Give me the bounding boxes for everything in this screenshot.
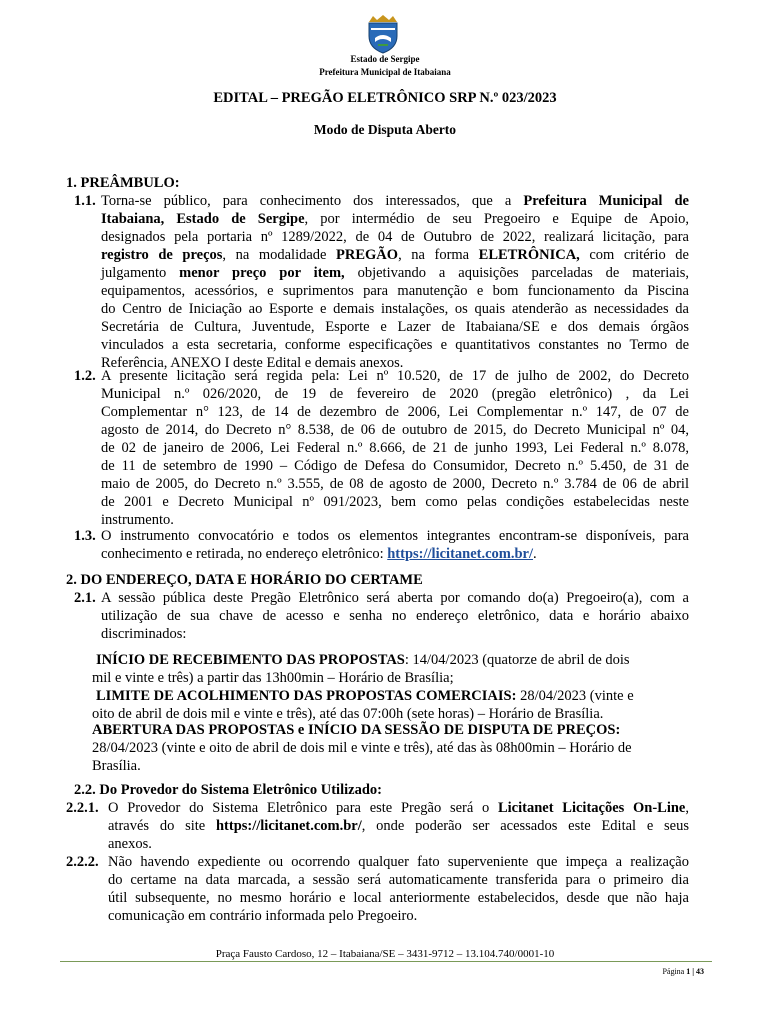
clause-2-1-line: discriminados: <box>101 626 187 642</box>
clause-2-2-1-line: através do site https://licitanet.com.br/, onde poderão ser acessados este Edital e seus <box>108 818 689 834</box>
clause-1-2-line: maio de 2005, do Decreto n.º 3.555, de 08 de agosto de 2000, Decreto n.º 3.784 de 06 de abril <box>101 476 689 492</box>
clause-1-2-line: de 02 de janeiro de 2006, Lei Federal n.º 8.666, de 21 de junho 1993, Lei Federal n.º 8.078, <box>101 440 689 456</box>
clause-number: 2.2.2. <box>66 854 99 870</box>
header-state: Estado de Sergipe <box>350 54 420 64</box>
limite-line-1: LIMITE DE ACOLHIMENTO DAS PROPOSTAS COMERCIAIS: 28/04/2023 (vinte e <box>96 688 634 704</box>
clause-2-2-1-line: anexos. <box>108 836 152 852</box>
clause-1-1-line: Torna-se público, para conhecimento dos interessados, que a Prefeitura Municipal de <box>101 193 689 209</box>
clause-2-1-line: A sessão pública deste Pregão Eletrônico será aberta por comando do(a) Pregoeiro(a), com a <box>101 590 689 606</box>
clause-number: 1.1. <box>74 193 96 209</box>
clause-2-2-2-line: do certame na data marcada, a sessão será automaticamente transferida para o primeiro dia <box>108 872 689 888</box>
page-number: Página 1 | 43 <box>662 967 704 976</box>
clause-1-2-line: Municipal n.º 026/2020, de 19 de fevereiro de 2020 (pregão eletrônico) , da Lei <box>101 386 689 402</box>
clause-2-2-2-line: comunicação em contrário informada pelo Pregoeiro. <box>108 908 418 924</box>
abertura-line-1: 28/04/2023 (vinte e oito de abril de dois mil e vinte e três), até das às 08h00min – Horário de <box>92 740 632 756</box>
clause-1-2-line: A presente licitação será regida pela: Lei nº 10.520, de 17 de julho de 2002, do Decreto <box>101 368 689 384</box>
clause-1-1-line: do Centro de Iniciação ao Esporte e demais instalações, os quais atenderão as necessidades da <box>101 301 689 317</box>
clause-1-3-line: O instrumento convocatório e todos os elementos integrantes encontram-se disponíveis, para <box>101 528 689 544</box>
clause-number: 1.2. <box>74 368 96 384</box>
clause-1-3-line: conhecimento e retirada, no endereço eletrônico: https://licitanet.com.br/. <box>101 546 537 562</box>
clause-1-1-line: Itabaiana, Estado de Sergipe, por intermédio de seu Pregoeiro e Equipe de Apoio, <box>101 211 689 227</box>
clause-1-2-line: agosto de 2014, do Decreto n° 8.538, de 06 de outubro de 2015, do Decreto Municipal nº 04, <box>101 422 689 438</box>
page-title: EDITAL – PREGÃO ELETRÔNICO SRP N.º 023/2023 <box>213 90 557 106</box>
subsection-2-2-heading: 2.2. Do Provedor do Sistema Eletrônico Utilizado: <box>74 782 382 798</box>
section-2-heading: 2. DO ENDEREÇO, DATA E HORÁRIO DO CERTAME <box>66 572 423 588</box>
abertura-line-2: Brasília. <box>92 758 141 774</box>
section-1-heading: 1. PREÂMBULO: <box>66 175 180 191</box>
limite-line-2: oito de abril de dois mil e vinte e três), até das 07:00h (sete horas) – Horário de Brasília. <box>92 706 604 722</box>
clause-number: 2.2.1. <box>66 800 99 816</box>
clause-1-1-line: vinculados a esta secretaria, conforme especificações e quantitativos constantes no Termo de <box>101 337 689 353</box>
clause-2-2-2-line: útil subsequente, no mesmo horário e local anteriormente estabelecidos, desde que não haja <box>108 890 689 906</box>
clause-2-2-1-line: O Provedor do Sistema Eletrônico para este Pregão será o Licitanet Licitações On-Line, <box>108 800 689 816</box>
clause-2-1-line: utilização de sua chave de acesso e senha no endereço eletrônico, data e horário abaixo <box>101 608 689 624</box>
header-prefeitura: Prefeitura Municipal de Itabaiana <box>319 67 451 77</box>
inicio-line-1: INÍCIO DE RECEBIMENTO DAS PROPOSTAS: 14/04/2023 (quatorze de abril de dois <box>96 652 630 668</box>
footer-address: Praça Fausto Cardoso, 12 – Itabaiana/SE – 3431-9712 – 13.104.740/0001-10 <box>215 948 555 960</box>
clause-1-1-line: julgamento menor preço por item, objetivando a aquisições parceladas de materiais, <box>101 265 689 281</box>
clause-number: 2.1. <box>74 590 96 606</box>
clause-number: 1.3. <box>74 528 96 544</box>
footer-divider <box>60 961 712 962</box>
clause-1-1-line: Secretária de Cultura, Juventude, Esporte e Lazer de Itabaiana/SE e dos demais órgãos <box>101 319 689 335</box>
page-subtitle: Modo de Disputa Aberto <box>313 122 457 137</box>
clause-1-2-line: Complementar n° 123, de 14 de dezembro de 2006, Lei Complementar n.º 147, de 07 de <box>101 404 689 420</box>
clause-1-1-line: equipamentos, acessórios, e suprimentos para manutenção e bom funcionamento da Piscina <box>101 283 689 299</box>
clause-1-2-line: instrumento. <box>101 512 174 528</box>
licitanet-link[interactable]: https://licitanet.com.br/ <box>387 546 534 562</box>
clause-1-1-line: designados pela portaria nº 1289/2022, de 04 de Outubro de 2022, realizará licitação, para <box>101 229 689 245</box>
clause-1-1-line: Referência, ANEXO I deste Edital e demais anexos. <box>101 355 404 371</box>
municipal-coat-of-arms-icon <box>365 14 401 54</box>
inicio-line-2: mil e vinte e três) a partir das 13h00min – Horário de Brasília; <box>92 670 454 686</box>
clause-1-2-line: de 11 de setembro de 1990 – Código de Defesa do Consumidor, Decreto n.º 5.450, de 31 de <box>101 458 689 474</box>
abertura-label: ABERTURA DAS PROPOSTAS e INÍCIO DA SESSÃO DE DISPUTA DE PREÇOS: <box>92 722 621 738</box>
clause-1-2-line: de 2001 e Decreto Municipal nº 091/2023, bem como pelas condições estabelecidas neste <box>101 494 689 510</box>
clause-1-1-line: registro de preços, na modalidade PREGÃO, na forma ELETRÔNICA, com critério de <box>101 247 689 263</box>
clause-2-2-2-line: Não havendo expediente ou ocorrendo qualquer fato superveniente que impeça a realização <box>108 854 689 870</box>
